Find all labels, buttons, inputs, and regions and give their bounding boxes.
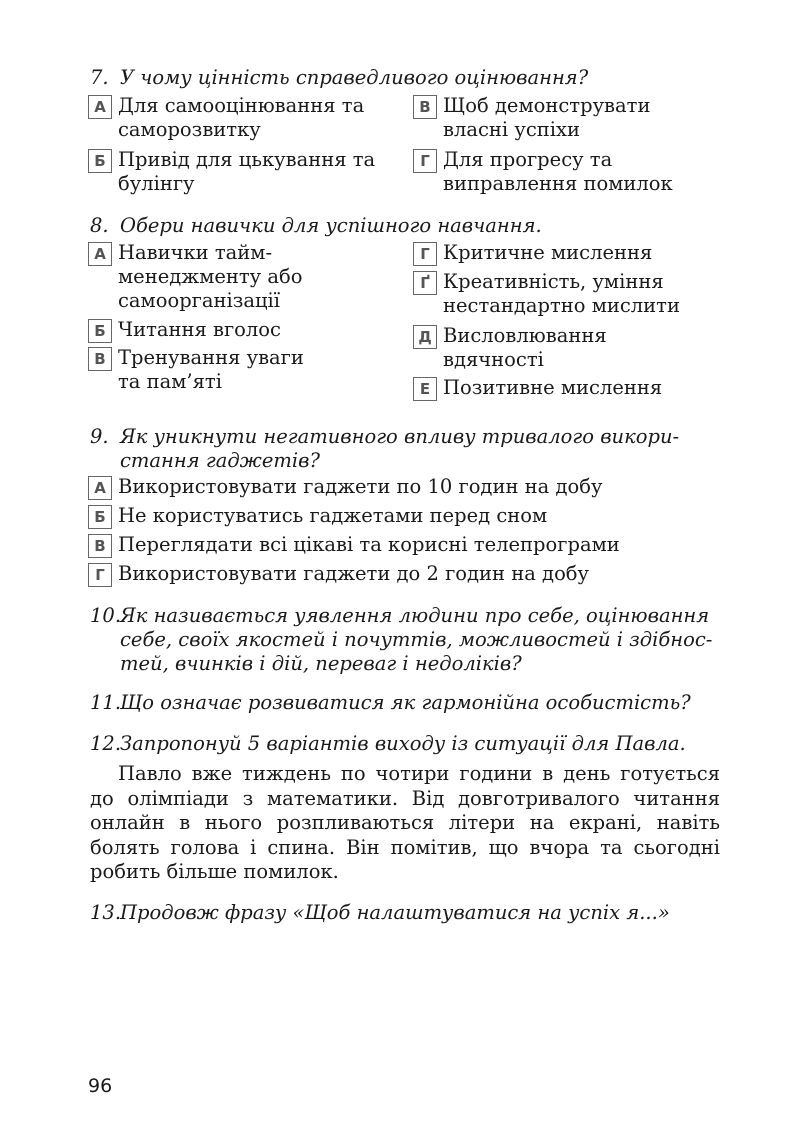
option-letter-box: Б: [88, 505, 112, 529]
option-text: Тренування уваги та пам’яті: [118, 346, 304, 393]
option-text: Навички тайм- менеджменту або самоорганізації: [118, 241, 303, 312]
question-number: 9.: [90, 425, 109, 448]
q8-option-g[interactable]: [413, 270, 680, 318]
q9-option-h[interactable]: [88, 562, 589, 587]
option-letter-box: Г: [413, 242, 437, 266]
question-number: 10.: [90, 604, 122, 627]
option-text: Для самооцінювання та саморозвитку: [118, 94, 365, 141]
question-text-line1: Як називається уявлення людини про себе, оцінювання: [120, 604, 710, 627]
question-11: [90, 691, 750, 715]
option-text: Переглядати всі цікаві та корисні телепрограми: [118, 533, 620, 556]
option-letter-box: Д: [413, 325, 437, 349]
q8-option-b[interactable]: [88, 318, 281, 343]
question-13: [90, 901, 750, 925]
q8-option-d[interactable]: [413, 324, 607, 372]
option-text: Щоб демонструвати власні успіхи: [443, 94, 651, 141]
question-number: 7.: [90, 66, 109, 89]
question-text: Що означає розвиватися як гармонійна особистість?: [120, 691, 691, 714]
q9-option-v[interactable]: [88, 533, 620, 558]
option-letter-box: А: [88, 95, 112, 119]
option-letter-box: Ґ: [413, 271, 437, 295]
q8-option-v[interactable]: [88, 346, 304, 394]
q8-option-h[interactable]: [413, 241, 652, 266]
option-text: Висловлювання вдячності: [443, 324, 607, 371]
option-letter-box: В: [88, 347, 112, 371]
question-10: [90, 604, 740, 676]
question-9: [90, 425, 730, 473]
option-text: Використовувати гаджети по 10 годин на добу: [118, 475, 603, 498]
option-text: Креативність, уміння нестандартно мислити: [443, 270, 680, 317]
q7-option-b[interactable]: [88, 148, 375, 196]
option-letter-box: Е: [413, 377, 437, 401]
option-text: Привід для цькування та булінгу: [118, 148, 376, 195]
question-number: 8.: [90, 214, 109, 237]
q7-option-h[interactable]: [413, 148, 673, 196]
option-text: Не користуватись гаджетами перед сном: [118, 504, 548, 527]
question-text: Продовж фразу «Щоб налаштуватися на успіх я...»: [120, 901, 670, 924]
question-number: 13.: [90, 901, 122, 924]
q9-option-a[interactable]: [88, 475, 602, 500]
question-text: У чому цінність справедливого оцінювання?: [120, 66, 589, 89]
question-number: 12.: [90, 732, 122, 755]
option-text: Читання вголос: [118, 318, 281, 341]
question-12: [90, 732, 750, 756]
question-text: Запропонуй 5 варіантів виходу із ситуації для Павла.: [120, 732, 686, 755]
page-number: 96: [88, 1075, 113, 1097]
question-text-line2: себе, своїх якостей і почуттів, можливостей і здібнос-: [120, 628, 713, 651]
question-text-line3: тей, вчинків і дій, переваг і недоліків?: [120, 652, 522, 675]
q7-option-v[interactable]: [413, 94, 650, 142]
option-letter-box: Г: [88, 563, 112, 587]
question-text-line2: стання гаджетів?: [120, 449, 320, 472]
option-letter-box: В: [88, 534, 112, 558]
option-letter-box: В: [413, 95, 437, 119]
option-letter-box: Г: [413, 149, 437, 173]
option-text: Критичне мислення: [443, 241, 653, 264]
question-7: [90, 66, 730, 90]
q9-option-b[interactable]: [88, 504, 547, 529]
option-letter-box: А: [88, 476, 112, 500]
situation-paragraph: Павло вже тиждень по чотири години в день готується до олімпіади з математики. Від довготривалого читання онлайн в нього розпливаються літери на екрані, навіть болять голова і спина. Він помітив, що вчора та сьогодні робить більше помилок.: [90, 762, 720, 883]
question-number: 11.: [90, 691, 122, 714]
option-text: Використовувати гаджети до 2 годин на добу: [118, 562, 590, 585]
q8-option-e[interactable]: [413, 376, 662, 401]
q7-option-a[interactable]: [88, 94, 364, 142]
q8-option-a[interactable]: [88, 241, 302, 313]
question-text-line1: Як уникнути негативного впливу тривалого викори-: [120, 425, 680, 448]
option-letter-box: Б: [88, 149, 112, 173]
option-letter-box: А: [88, 242, 112, 266]
option-letter-box: Б: [88, 319, 112, 343]
question-8: [90, 214, 730, 238]
option-text: Для прогресу та виправлення помилок: [443, 148, 673, 195]
question-text: Обери навички для успішного навчання.: [120, 214, 542, 237]
option-text: Позитивне мислення: [443, 376, 663, 399]
